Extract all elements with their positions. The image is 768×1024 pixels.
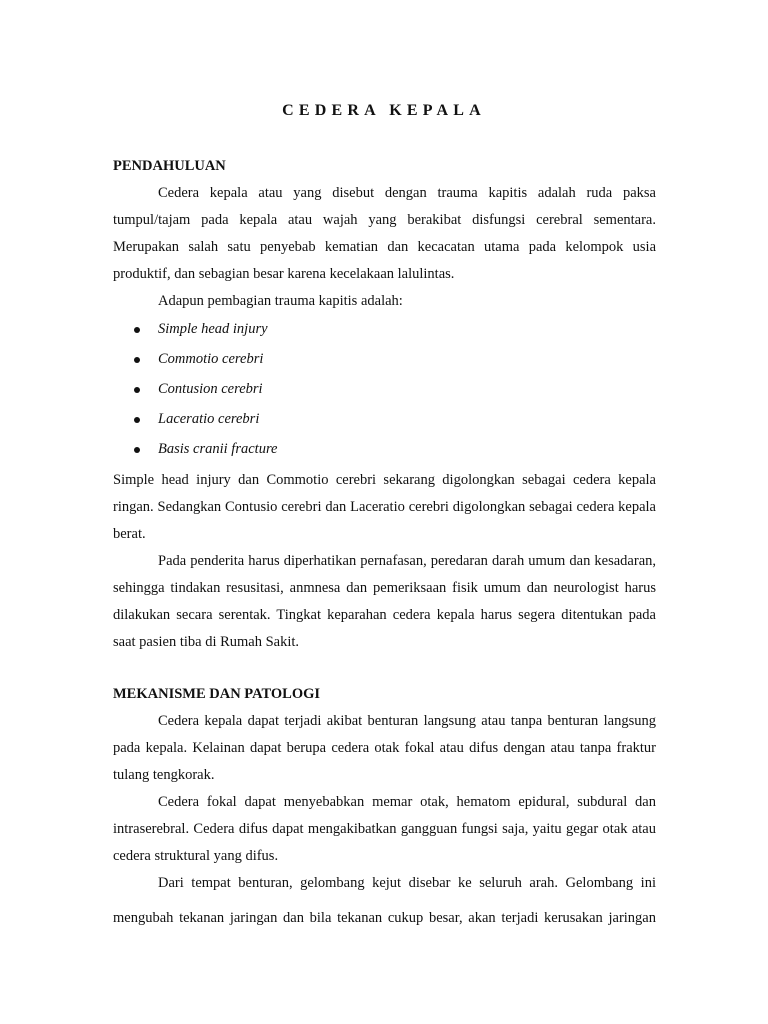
paragraph-definition: Cedera kepala atau yang disebut dengan trauma kapitis adalah ruda paksa tumpul/tajam pada kepala atau wajah yang berakibat disfungsi cerebral sementara. Merupakan salah satu penyebab kematian dan kecacatan utama pada kelompok usia produktif, dan sebagian besar karena kecelakaan lalulintas.	[113, 185, 656, 282]
list-item	[113, 346, 277, 376]
paragraph-focal-diffuse: Cedera fokal dapat menyebabkan memar otak, hematom epidural, subdural dan intraserebral. Cedera difus dapat mengakibatkan gangguan fungsi saja, yaitu gegar otak atau cedera struktural yang difus.	[113, 794, 656, 864]
list-item	[113, 316, 277, 346]
list-item-text: Contusion cerebri	[158, 381, 263, 397]
bullet-icon	[134, 327, 140, 333]
list-item	[113, 406, 277, 436]
paragraph-shockwave: Dari tempat benturan, gelombang kejut disebar ke seluruh arah. Gelombang ini	[158, 875, 656, 891]
paragraph-classification-intro: Adapun pembagian trauma kapitis adalah:	[158, 293, 403, 309]
section-heading-pendahuluan: PENDAHULUAN	[113, 158, 226, 174]
list-item-text: Laceratio cerebri	[158, 411, 260, 427]
list-item	[113, 436, 277, 466]
paragraph-classification-grouping: Simple head injury dan Commotio cerebri sekarang digolongkan sebagai cedera kepala ringan. Sedangkan Contusio cerebri dan Laceratio cerebri digolongkan sebagai cedera kepala berat.	[113, 472, 656, 542]
bullet-icon	[134, 447, 140, 453]
list-item-text: Simple head injury	[158, 321, 268, 337]
list-item-text: Basis cranii fracture	[158, 441, 278, 457]
paragraph-shockwave-continued: mengubah tekanan jaringan dan bila tekanan cukup besar, akan terjadi kerusakan jaringan	[113, 910, 656, 926]
list-item	[113, 376, 277, 406]
list-item-text: Commotio cerebri	[158, 351, 264, 367]
paragraph-initial-assessment: Pada penderita harus diperhatikan pernafasan, peredaran darah umum dan kesadaran, sehingga tindakan resusitasi, anmnesa dan pemeriksaan fisik umum dan neurologist harus dilakukan secara serentak. Tingkat keparahan cedera kepala harus segera ditentukan pada saat pasien tiba di Rumah Sakit.	[113, 553, 656, 650]
bullet-icon	[134, 417, 140, 423]
bullet-icon	[134, 387, 140, 393]
classification-list	[113, 316, 277, 466]
section-heading-mekanisme: MEKANISME DAN PATOLOGI	[113, 686, 321, 702]
paragraph-mechanism: Cedera kepala dapat terjadi akibat benturan langsung atau tanpa benturan langsung pada kepala. Kelainan dapat berupa cedera otak fokal atau difus dengan atau tanpa fraktur tulang tengkorak.	[113, 713, 656, 783]
document-title: CEDERA KEPALA	[282, 102, 486, 119]
bullet-icon	[134, 357, 140, 363]
